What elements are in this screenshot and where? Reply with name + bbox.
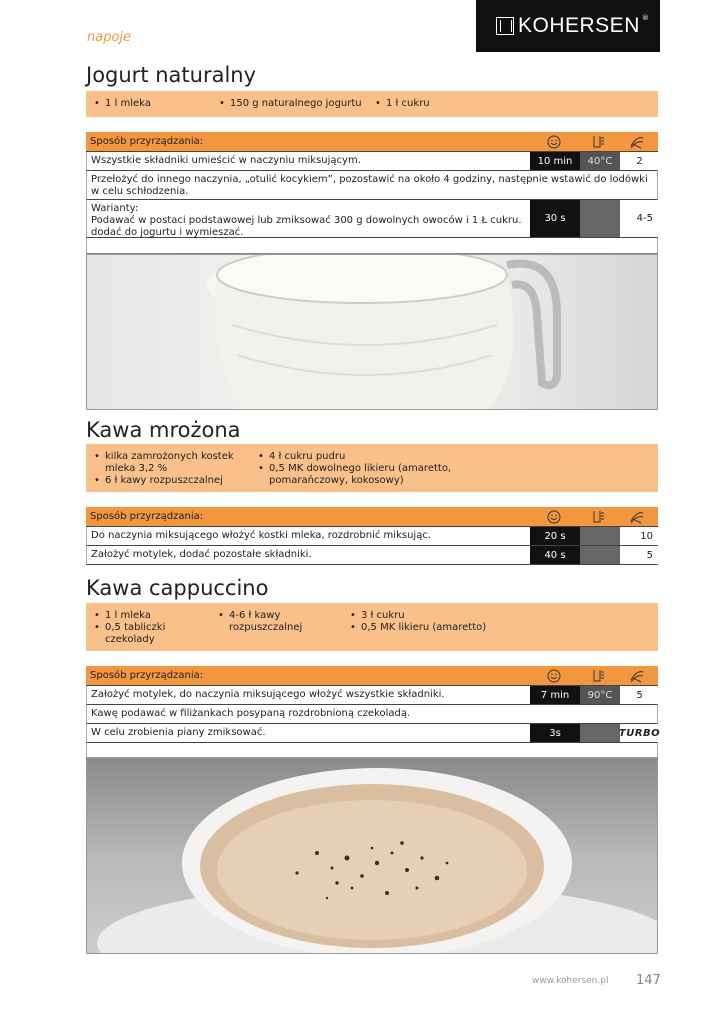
brand-registered: ® — [641, 14, 649, 22]
step-row — [86, 527, 658, 546]
step-time: 7 min — [530, 686, 580, 704]
step-row — [86, 546, 658, 565]
photo-cappuccino — [86, 757, 658, 954]
ingredient-item: • 1 l mleka — [94, 610, 194, 622]
ingredient-item: • 150 g naturalnego jogurtu — [219, 98, 362, 110]
step-text: Założyć motylek, dodać pozostałe składniki. — [91, 549, 312, 560]
step-text: Przełożyć do innego naczynia, „otulić kocykiem”, pozostawić na około 4 godziny, następnie wstawić do lodówki w celu schłodzenia. — [91, 174, 648, 197]
step-time: 10 min — [530, 152, 580, 170]
step-text: Kawę podawać w filiżankach posypaną rozdrobnioną czekoladą. — [91, 708, 411, 719]
step-row — [86, 705, 658, 724]
recipe-title-kawa-cappuccino: Kawa cappuccino — [86, 576, 269, 600]
ingredients-kawa-mrozona — [86, 444, 658, 492]
prep-header — [86, 132, 658, 152]
ingredient-item: • 6 ł kawy rozpuszczalnej — [94, 475, 234, 487]
recipe-title-kawa-mrozona: Kawa mrożona — [86, 418, 241, 442]
brand-name: KOHERSEN — [518, 14, 640, 37]
footer-url[interactable]: www.kohersen.pl — [532, 976, 609, 986]
clock-icon — [546, 509, 562, 525]
brand-logo — [476, 0, 660, 52]
step-time: 30 s — [530, 200, 580, 237]
step-text: Założyć motylek, do naczynia miksującego włożyć wszystkie składniki. — [91, 689, 445, 700]
ingredient-column — [375, 98, 430, 110]
speed-icon — [629, 668, 645, 684]
ingredient-column — [94, 610, 194, 646]
step-time: 40 s — [530, 546, 580, 564]
step-row — [86, 686, 658, 705]
cappuccino-illustration — [87, 758, 658, 954]
ingredients-jogurt — [86, 91, 658, 117]
ingredient-item: • 0,5 tabliczki czekolady — [94, 622, 194, 646]
photo-milk-jug — [86, 254, 658, 410]
step-time: 3s — [530, 724, 580, 742]
step-speed: 2 — [620, 152, 659, 170]
step-text: Do naczynia miksującego włożyć kostki mleka, rozdrobnić miksując. — [91, 530, 431, 541]
step-temp — [580, 527, 620, 545]
prep-table-jogurt — [86, 132, 658, 254]
step-row — [86, 152, 658, 171]
prep-table-kawa-cappuccino — [86, 666, 661, 759]
step-temp: 40°C — [580, 152, 620, 170]
step-temp — [580, 200, 620, 237]
step-row — [86, 171, 658, 200]
ingredient-item: • 4 ł cukru pudru — [258, 451, 458, 463]
step-speed: 5 — [620, 686, 659, 704]
logo-mark-icon — [496, 17, 514, 35]
step-text: Wszystkie składniki umieścić w naczyniu miksującym. — [91, 155, 361, 166]
ingredient-column — [218, 610, 318, 634]
clock-icon — [546, 134, 562, 150]
step-speed: 10 — [620, 527, 659, 545]
milk-jug-illustration — [87, 255, 658, 410]
ingredient-column — [94, 98, 151, 110]
ingredient-column — [350, 610, 550, 634]
prep-label: Sposób przyrządzania: — [90, 511, 204, 522]
ingredient-column — [219, 98, 362, 110]
thermometer-icon — [590, 134, 606, 150]
ingredient-column — [258, 451, 458, 487]
prep-table-kawa-mrozona — [86, 507, 658, 565]
ingredient-item: • 0,5 MK dowolnego likieru (amaretto, pomarańczowy, kokosowy) — [258, 463, 458, 487]
step-row — [86, 724, 661, 743]
step-row — [86, 200, 658, 238]
page-number: 147 — [636, 973, 661, 988]
step-temp — [580, 546, 620, 564]
turbo-label: TURBO — [620, 724, 659, 742]
ingredient-item: • kilka zamrożonych kostek mleka 3,2 % — [94, 451, 234, 475]
step-temp: 90°C — [580, 686, 620, 704]
ingredients-kawa-cappuccino — [86, 603, 658, 651]
step-text: W celu zrobienia piany zmiksować. — [91, 727, 266, 738]
ingredient-item: • 4-6 ł kawy rozpuszczalnej — [218, 610, 318, 634]
step-text: Warianty: Podawać w postaci podstawowej lub zmiksować 300 g dowolnych owoców i 1 Ł cukru. dodać do jogurtu i wymieszać. — [91, 203, 522, 238]
ingredient-column — [94, 451, 234, 487]
ingredient-item: • 1 ł cukru — [375, 98, 430, 110]
ingredient-item: • 3 ł cukru — [350, 610, 550, 622]
thermometer-icon — [590, 668, 606, 684]
recipe-title-jogurt: Jogurt naturalny — [86, 63, 257, 87]
ingredient-item: • 1 l mleka — [94, 98, 151, 110]
ingredient-item: • 0,5 MK likieru (amaretto) — [350, 622, 550, 634]
step-time: 20 s — [530, 527, 580, 545]
speed-icon — [629, 509, 645, 525]
prep-header — [86, 666, 658, 686]
category-label: napoje — [87, 30, 132, 45]
prep-label: Sposób przyrządzania: — [90, 670, 204, 681]
prep-label: Sposób przyrządzania: — [90, 136, 204, 147]
prep-header — [86, 507, 658, 527]
step-speed: 5 — [620, 546, 659, 564]
speed-icon — [629, 134, 645, 150]
step-speed: 4-5 — [620, 200, 659, 237]
thermometer-icon — [590, 509, 606, 525]
clock-icon — [546, 668, 562, 684]
step-temp — [580, 724, 620, 742]
